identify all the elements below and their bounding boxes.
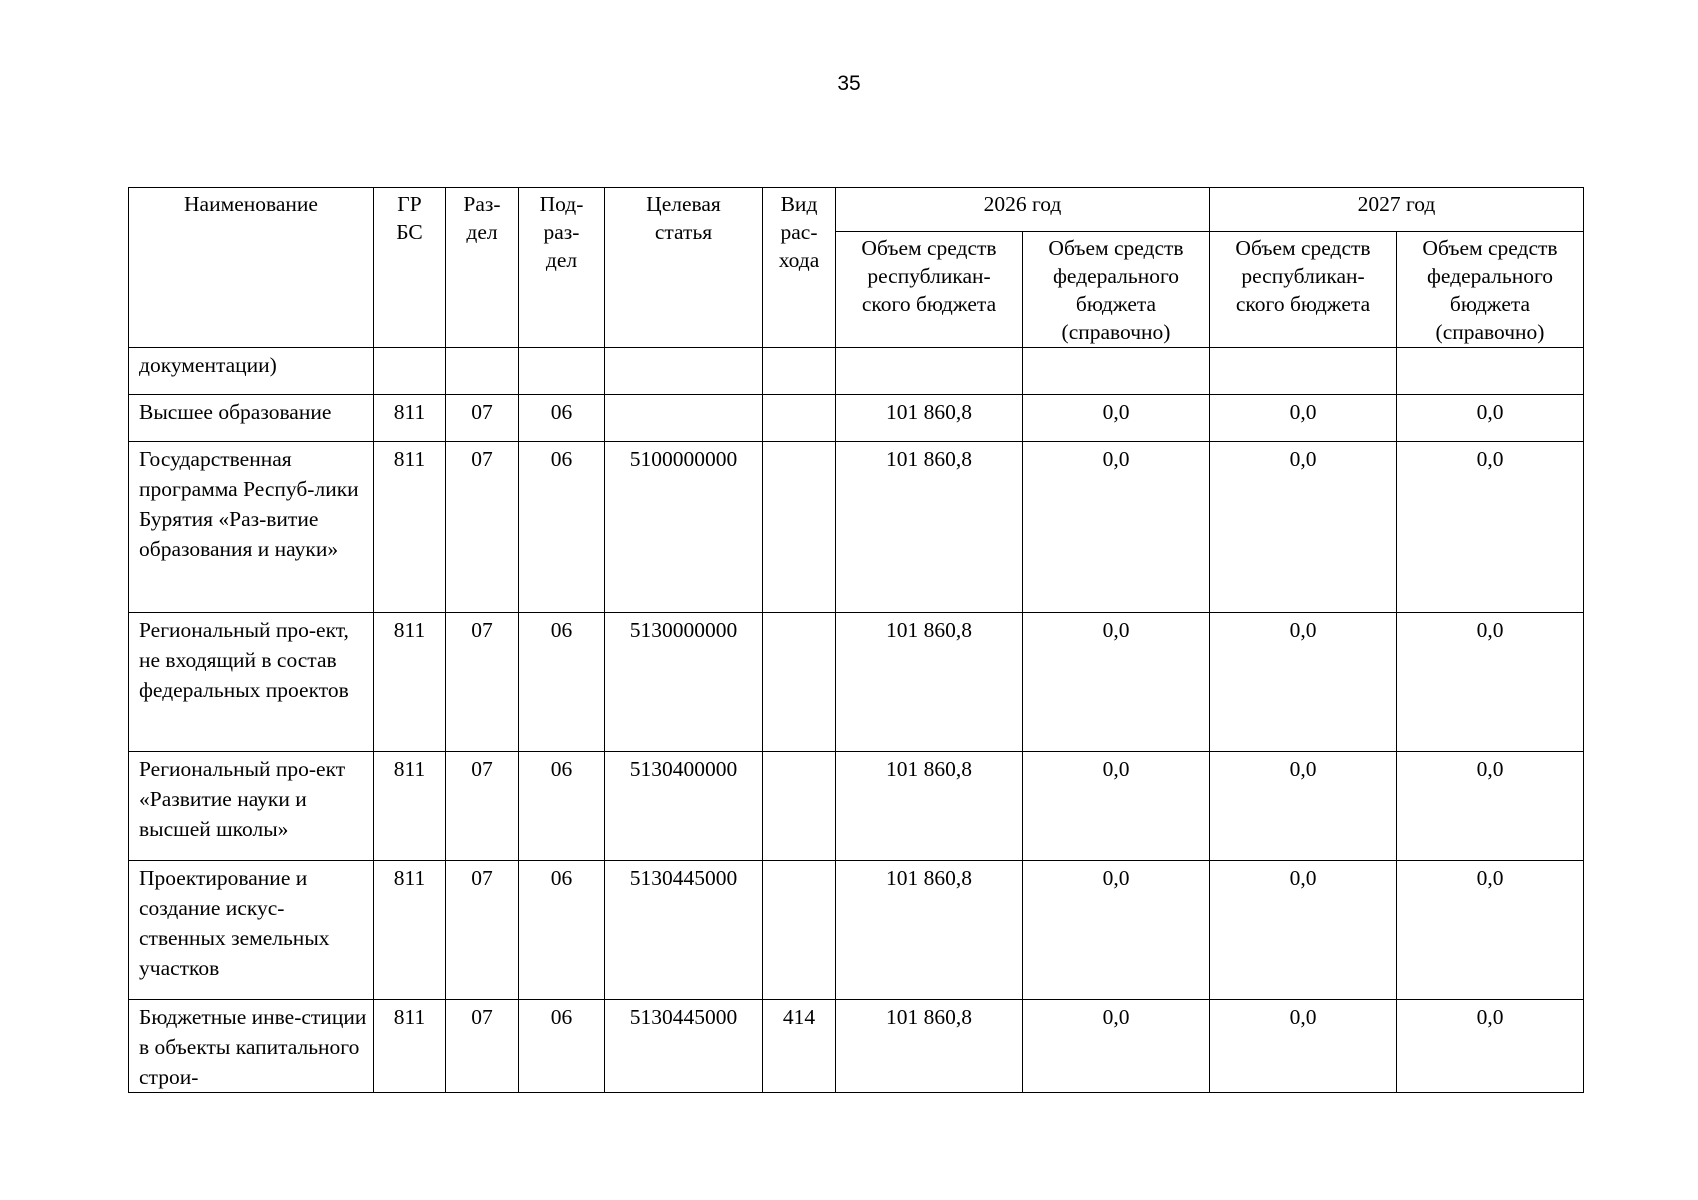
row-grbs: 811: [374, 1000, 446, 1093]
row-tselevaya: 5130400000: [605, 752, 763, 861]
row-podrazdel: 06: [519, 395, 605, 442]
row-name: Проектирование и создание искус-ственных земельных участков: [129, 861, 374, 1000]
row-fed-2027: 0,0: [1397, 1000, 1584, 1093]
row-podrazdel: 06: [519, 752, 605, 861]
row-rep-2027: 0,0: [1210, 613, 1397, 752]
row-fed-2026: 0,0: [1023, 752, 1210, 861]
row-grbs: 811: [374, 442, 446, 613]
row-rep-2027: [1210, 348, 1397, 395]
row-grbs: 811: [374, 395, 446, 442]
row-vid: 414: [763, 1000, 836, 1093]
row-podrazdel: 06: [519, 442, 605, 613]
row-name: документации): [129, 348, 374, 395]
header-year-2026: 2026 год: [836, 188, 1210, 232]
table-body: [129, 348, 1584, 1093]
row-name: Бюджетные инве-стиции в объекты капитального строи-: [129, 1000, 374, 1093]
header-fed-2026-text: Объем средств федерального бюджета (справочно): [1048, 236, 1184, 344]
header-razdel-text: Раз- дел: [463, 192, 501, 244]
header-tselevaya: [605, 188, 763, 348]
table-row: [129, 1000, 1584, 1093]
row-podrazdel: [519, 348, 605, 395]
row-razdel: 07: [446, 861, 519, 1000]
header-year-2027: 2027 год: [1210, 188, 1584, 232]
row-rep-2027: 0,0: [1210, 752, 1397, 861]
header-rep-2027: [1210, 232, 1397, 348]
row-fed-2026: 0,0: [1023, 442, 1210, 613]
header-name-text: Наименование: [184, 192, 318, 216]
row-rep-2026: 101 860,8: [836, 1000, 1023, 1093]
row-tselevaya: 5130445000: [605, 1000, 763, 1093]
row-name: Региональный про-ект «Развитие науки и высшей школы»: [129, 752, 374, 861]
table-row: [129, 613, 1584, 752]
row-rep-2027: 0,0: [1210, 442, 1397, 613]
header-vid-text: Вид рас- хода: [778, 192, 820, 272]
row-grbs: 811: [374, 752, 446, 861]
row-fed-2027: 0,0: [1397, 613, 1584, 752]
row-name: Государственная программа Респуб-лики Бурятия «Раз-витие образования и науки»: [129, 442, 374, 613]
row-tselevaya: 5130000000: [605, 613, 763, 752]
row-rep-2027: 0,0: [1210, 395, 1397, 442]
row-podrazdel: 06: [519, 861, 605, 1000]
page-number: 35: [837, 72, 861, 95]
row-name: Региональный про-ект, не входящий в состав федеральных проектов: [129, 613, 374, 752]
table-row: [129, 752, 1584, 861]
header-vid: [763, 188, 836, 348]
row-rep-2026: 101 860,8: [836, 752, 1023, 861]
row-vid: [763, 752, 836, 861]
row-fed-2027: 0,0: [1397, 861, 1584, 1000]
header-fed-2027: [1397, 232, 1584, 348]
row-rep-2026: 101 860,8: [836, 613, 1023, 752]
row-razdel: 07: [446, 752, 519, 861]
header-fed-2026: [1023, 232, 1210, 348]
header-grbs: [374, 188, 446, 348]
row-fed-2027: 0,0: [1397, 442, 1584, 613]
row-fed-2026: 0,0: [1023, 1000, 1210, 1093]
header-podrazdel-text: Под- раз- дел: [539, 192, 584, 272]
header-razdel: [446, 188, 519, 348]
row-tselevaya: [605, 395, 763, 442]
header-grbs-text: ГР БС: [396, 192, 423, 244]
budget-table: [128, 187, 1584, 1093]
row-fed-2026: [1023, 348, 1210, 395]
row-fed-2026: 0,0: [1023, 613, 1210, 752]
header-rep-2027-text: Объем средств республикан- ского бюджета: [1235, 236, 1371, 316]
row-vid: [763, 613, 836, 752]
row-vid: [763, 442, 836, 613]
header-fed-2027-text: Объем средств федерального бюджета (справочно): [1422, 236, 1558, 344]
row-fed-2027: 0,0: [1397, 752, 1584, 861]
row-fed-2026: 0,0: [1023, 861, 1210, 1000]
table-row: [129, 861, 1584, 1000]
row-tselevaya: 5100000000: [605, 442, 763, 613]
table-row: [129, 348, 1584, 395]
row-tselevaya: [605, 348, 763, 395]
header-podrazdel: [519, 188, 605, 348]
header-row-top: [129, 188, 1584, 232]
row-vid: [763, 348, 836, 395]
row-rep-2026: 101 860,8: [836, 395, 1023, 442]
row-rep-2026: [836, 348, 1023, 395]
row-grbs: 811: [374, 861, 446, 1000]
header-name: [129, 188, 374, 348]
row-rep-2026: 101 860,8: [836, 442, 1023, 613]
header-rep-2026-text: Объем средств республикан- ского бюджета: [861, 236, 997, 316]
row-rep-2027: 0,0: [1210, 861, 1397, 1000]
row-grbs: [374, 348, 446, 395]
row-fed-2027: [1397, 348, 1584, 395]
row-razdel: 07: [446, 395, 519, 442]
row-rep-2027: 0,0: [1210, 1000, 1397, 1093]
row-razdel: 07: [446, 1000, 519, 1093]
row-tselevaya: 5130445000: [605, 861, 763, 1000]
row-name: Высшее образование: [129, 395, 374, 442]
row-razdel: [446, 348, 519, 395]
row-vid: [763, 861, 836, 1000]
row-razdel: 07: [446, 442, 519, 613]
row-fed-2026: 0,0: [1023, 395, 1210, 442]
row-fed-2027: 0,0: [1397, 395, 1584, 442]
header-tselevaya-text: Целевая статья: [646, 192, 721, 244]
row-podrazdel: 06: [519, 613, 605, 752]
row-grbs: 811: [374, 613, 446, 752]
row-rep-2026: 101 860,8: [836, 861, 1023, 1000]
row-razdel: 07: [446, 613, 519, 752]
header-rep-2026: [836, 232, 1023, 348]
row-vid: [763, 395, 836, 442]
table-row: [129, 442, 1584, 613]
row-podrazdel: 06: [519, 1000, 605, 1093]
table-row: [129, 395, 1584, 442]
